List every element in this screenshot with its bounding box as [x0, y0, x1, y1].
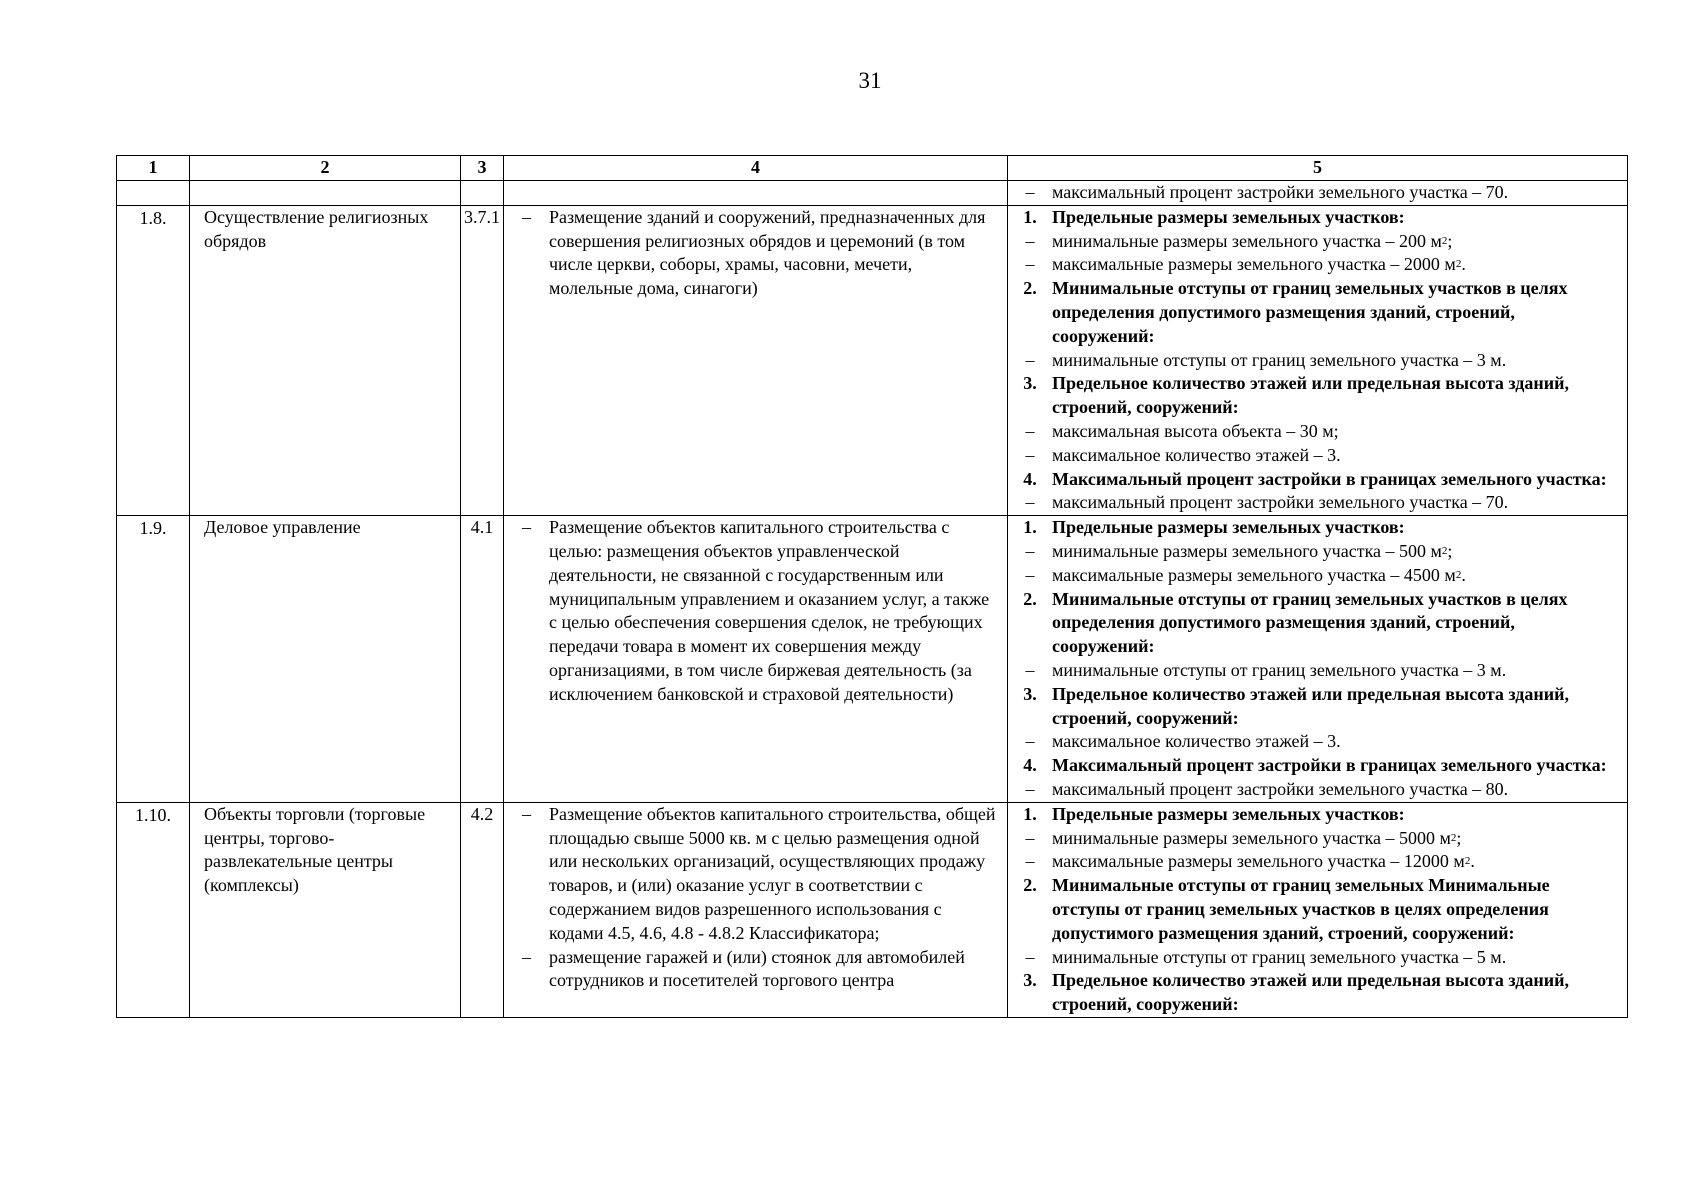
- list-text: максимальное количество этажей – 3.: [1052, 731, 1341, 752]
- list-marker: –: [1025, 778, 1035, 799]
- list-text: Размещение зданий и сооружений, предназначенных для совершения религиозных обрядов и церемоний (в том числе церкви, соборы, храмы, часовни, мечети, молельные дома, синагоги): [549, 206, 986, 299]
- header-col-2: 2: [190, 156, 461, 181]
- param-item: [1008, 349, 1627, 373]
- continuation-row: [117, 181, 1628, 206]
- list-marker: 2.: [1023, 875, 1037, 896]
- param-heading: [1008, 206, 1627, 230]
- param-heading: [1008, 516, 1627, 540]
- use-description: [504, 205, 1008, 515]
- continuation-params-cell: [1008, 181, 1628, 206]
- superscript: 2: [1441, 234, 1448, 247]
- list-marker: –: [1025, 659, 1035, 680]
- param-item: [1008, 491, 1627, 515]
- list-text: размещение гаражей и (или) стоянок для автомобилей сотрудников и посетителей торгового центра: [549, 946, 965, 991]
- list-text: минимальные размеры земельного участка – 500 $м^2$;: [1052, 540, 1453, 561]
- list-marker: –: [1025, 230, 1035, 251]
- param-item: [1008, 444, 1627, 468]
- limit-parameters: [1008, 205, 1628, 515]
- list-marker: –: [1025, 182, 1035, 202]
- param-heading: [1008, 754, 1627, 778]
- continuation-cell-empty: [504, 181, 1008, 206]
- list-marker: –: [522, 803, 531, 824]
- list-marker: 1.: [1023, 206, 1037, 227]
- list-text: Минимальные отступы от границ земельных участков в целях определения допустимого размещения зданий, строений, сооружений:: [1052, 278, 1568, 346]
- list-marker: 2.: [1023, 588, 1037, 609]
- page-number: 31: [858, 68, 882, 93]
- limit-parameters: [1008, 802, 1628, 1017]
- list-marker: 1.: [1023, 803, 1037, 824]
- classifier-code: 4.1: [461, 516, 504, 803]
- param-item: [1008, 420, 1627, 444]
- superscript: 2: [1450, 831, 1457, 844]
- description-item: [504, 516, 1007, 706]
- list-text: минимальные размеры земельного участка – 200 $м^2$;: [1052, 230, 1453, 251]
- list-text: минимальные размеры земельного участка – 5000 $м^2$;: [1052, 827, 1462, 848]
- list-text: Максимальный процент застройки в границах земельного участка:: [1052, 468, 1607, 489]
- continuation-cell-empty: [117, 181, 190, 206]
- list-marker: 3.: [1023, 683, 1037, 704]
- list-marker: 3.: [1023, 373, 1037, 394]
- list-marker: 4.: [1023, 468, 1037, 489]
- param-heading: [1008, 683, 1627, 731]
- list-text: минимальные отступы от границ земельного участка – 3 м.: [1052, 349, 1507, 370]
- row-number: 1.9.: [117, 516, 190, 803]
- list-marker: –: [1025, 254, 1035, 275]
- classifier-code: 4.2: [461, 802, 504, 1017]
- param-heading: [1008, 277, 1627, 348]
- list-marker: –: [1025, 492, 1035, 513]
- continuation-cell-empty: [190, 181, 461, 206]
- param-item: [1008, 778, 1627, 802]
- param-item: [1008, 827, 1627, 851]
- list-marker: –: [1025, 564, 1035, 585]
- list-marker: –: [522, 946, 531, 967]
- list-marker: –: [1025, 444, 1035, 465]
- param-item: [1008, 850, 1627, 874]
- list-marker: –: [522, 517, 531, 538]
- table-row: [117, 516, 1628, 803]
- list-text: Максимальный процент застройки в границах земельного участка:: [1052, 755, 1607, 776]
- param-item: [1008, 564, 1627, 588]
- list-text: Предельное количество этажей или предельная высота зданий, строений, сооружений:: [1052, 683, 1570, 728]
- header-row: [117, 156, 1628, 181]
- use-description: [504, 516, 1008, 803]
- param-heading: [1008, 803, 1627, 827]
- header-col-5: 5: [1008, 156, 1628, 181]
- list-text: Предельное количество этажей или предельная высота зданий, строений, сооружений:: [1052, 373, 1570, 418]
- row-number: 1.8.: [117, 205, 190, 515]
- limit-parameters: [1008, 516, 1628, 803]
- table-row: [117, 802, 1628, 1017]
- list-text: максимальное количество этажей – 3.: [1052, 444, 1341, 465]
- use-type-name: Деловое управление: [190, 516, 461, 803]
- description-item: [504, 946, 1007, 994]
- list-marker: –: [1025, 827, 1035, 848]
- use-type-name: Осуществление религиозных обрядов: [190, 205, 461, 515]
- header-col-1: 1: [117, 156, 190, 181]
- param-item: [1008, 946, 1627, 970]
- list-text: максимальная высота объекта – 30 м;: [1052, 420, 1339, 441]
- list-marker: 3.: [1023, 970, 1037, 991]
- param-heading: [1008, 372, 1627, 420]
- list-text: Предельные размеры земельных участков:: [1052, 206, 1405, 227]
- param-item: [1008, 659, 1627, 683]
- param-item: [1008, 730, 1627, 754]
- list-text: максимальный процент застройки земельного участка – 70.: [1052, 182, 1509, 202]
- description-item: [504, 206, 1007, 301]
- list-text: Минимальные отступы от границ земельных участков в целях определения допустимого размещения зданий, строений, сооружений:: [1052, 588, 1568, 657]
- header-col-4: 4: [504, 156, 1008, 181]
- list-marker: –: [522, 206, 531, 227]
- continuation-cell-empty: [461, 181, 504, 206]
- list-marker: –: [1025, 349, 1035, 370]
- param-item: [1008, 253, 1627, 277]
- param-heading: [1008, 588, 1627, 659]
- list-marker: –: [1025, 946, 1035, 967]
- param-heading: [1008, 874, 1627, 945]
- param-item: [1008, 540, 1627, 564]
- list-text: максимальные размеры земельного участка – 2000 $м^2$.: [1052, 254, 1466, 275]
- superscript: 2: [1464, 855, 1471, 868]
- land-use-table: [116, 155, 1628, 1018]
- header-col-3: 3: [461, 156, 504, 181]
- param-heading: [1008, 468, 1627, 492]
- list-text: Размещение объектов капитального строительства, общей площадью свыше 5000 кв. м с целью размещения одной или нескольких организаций, осуществляющих продажу товаров, и (или) оказание услуг в соответствии с содержанием видов разрешенного использования с кодами 4.5, 4.6, 4.8 - 4.8.2 Классификатора;: [549, 803, 996, 943]
- list-marker: –: [1025, 851, 1035, 872]
- param-item: [1008, 230, 1627, 254]
- superscript: 2: [1455, 568, 1462, 581]
- row-number: 1.10.: [117, 802, 190, 1017]
- list-marker: 2.: [1023, 278, 1037, 299]
- list-marker: –: [1025, 540, 1035, 561]
- list-marker: –: [1025, 731, 1035, 752]
- description-item: [504, 803, 1007, 946]
- list-text: Предельные размеры земельных участков:: [1052, 803, 1405, 824]
- list-text: максимальные размеры земельного участка – 4500 $м^2$.: [1052, 564, 1466, 585]
- list-text: максимальный процент застройки земельного участка – 80.: [1052, 778, 1509, 799]
- superscript: 2: [1441, 544, 1448, 557]
- classifier-code: 3.7.1: [461, 205, 504, 515]
- use-type-name: Объекты торговли (торговые центры, торгово-развлекательные центры (комплексы): [190, 802, 461, 1017]
- list-marker: 1.: [1023, 517, 1037, 538]
- use-description: [504, 802, 1008, 1017]
- param-item: [1008, 181, 1627, 205]
- list-text: максимальный процент застройки земельного участка – 70.: [1052, 492, 1509, 513]
- list-marker: 4.: [1023, 755, 1037, 776]
- table-row: [117, 205, 1628, 515]
- list-text: Предельные размеры земельных участков:: [1052, 517, 1405, 538]
- list-text: Размещение объектов капитального строительства с целью: размещения объектов управленческой деятельности, не связанной с государственным или муниципальным управлением и оказанием услуг, а также с целью обеспечения совершения сделок, не требующих передачи товара в момент их совершения между организациями, в том числе биржевая деятельность (за исключением банковской и страховой деятельности): [549, 517, 990, 704]
- list-text: максимальные размеры земельного участка – 12000 $м^2$.: [1052, 851, 1475, 872]
- superscript: 2: [1455, 258, 1462, 271]
- param-heading: [1008, 969, 1627, 1017]
- list-text: минимальные отступы от границ земельного участка – 3 м.: [1052, 659, 1507, 680]
- list-text: Минимальные отступы от границ земельных Минимальные отступы от границ земельных участков в целях определения допустимого размещения зданий, строений, сооружений:: [1052, 875, 1550, 943]
- list-text: Предельное количество этажей или предельная высота зданий, строений, сооружений:: [1052, 970, 1570, 1015]
- list-marker: –: [1025, 420, 1035, 441]
- list-text: минимальные отступы от границ земельного участка – 5 м.: [1052, 946, 1507, 967]
